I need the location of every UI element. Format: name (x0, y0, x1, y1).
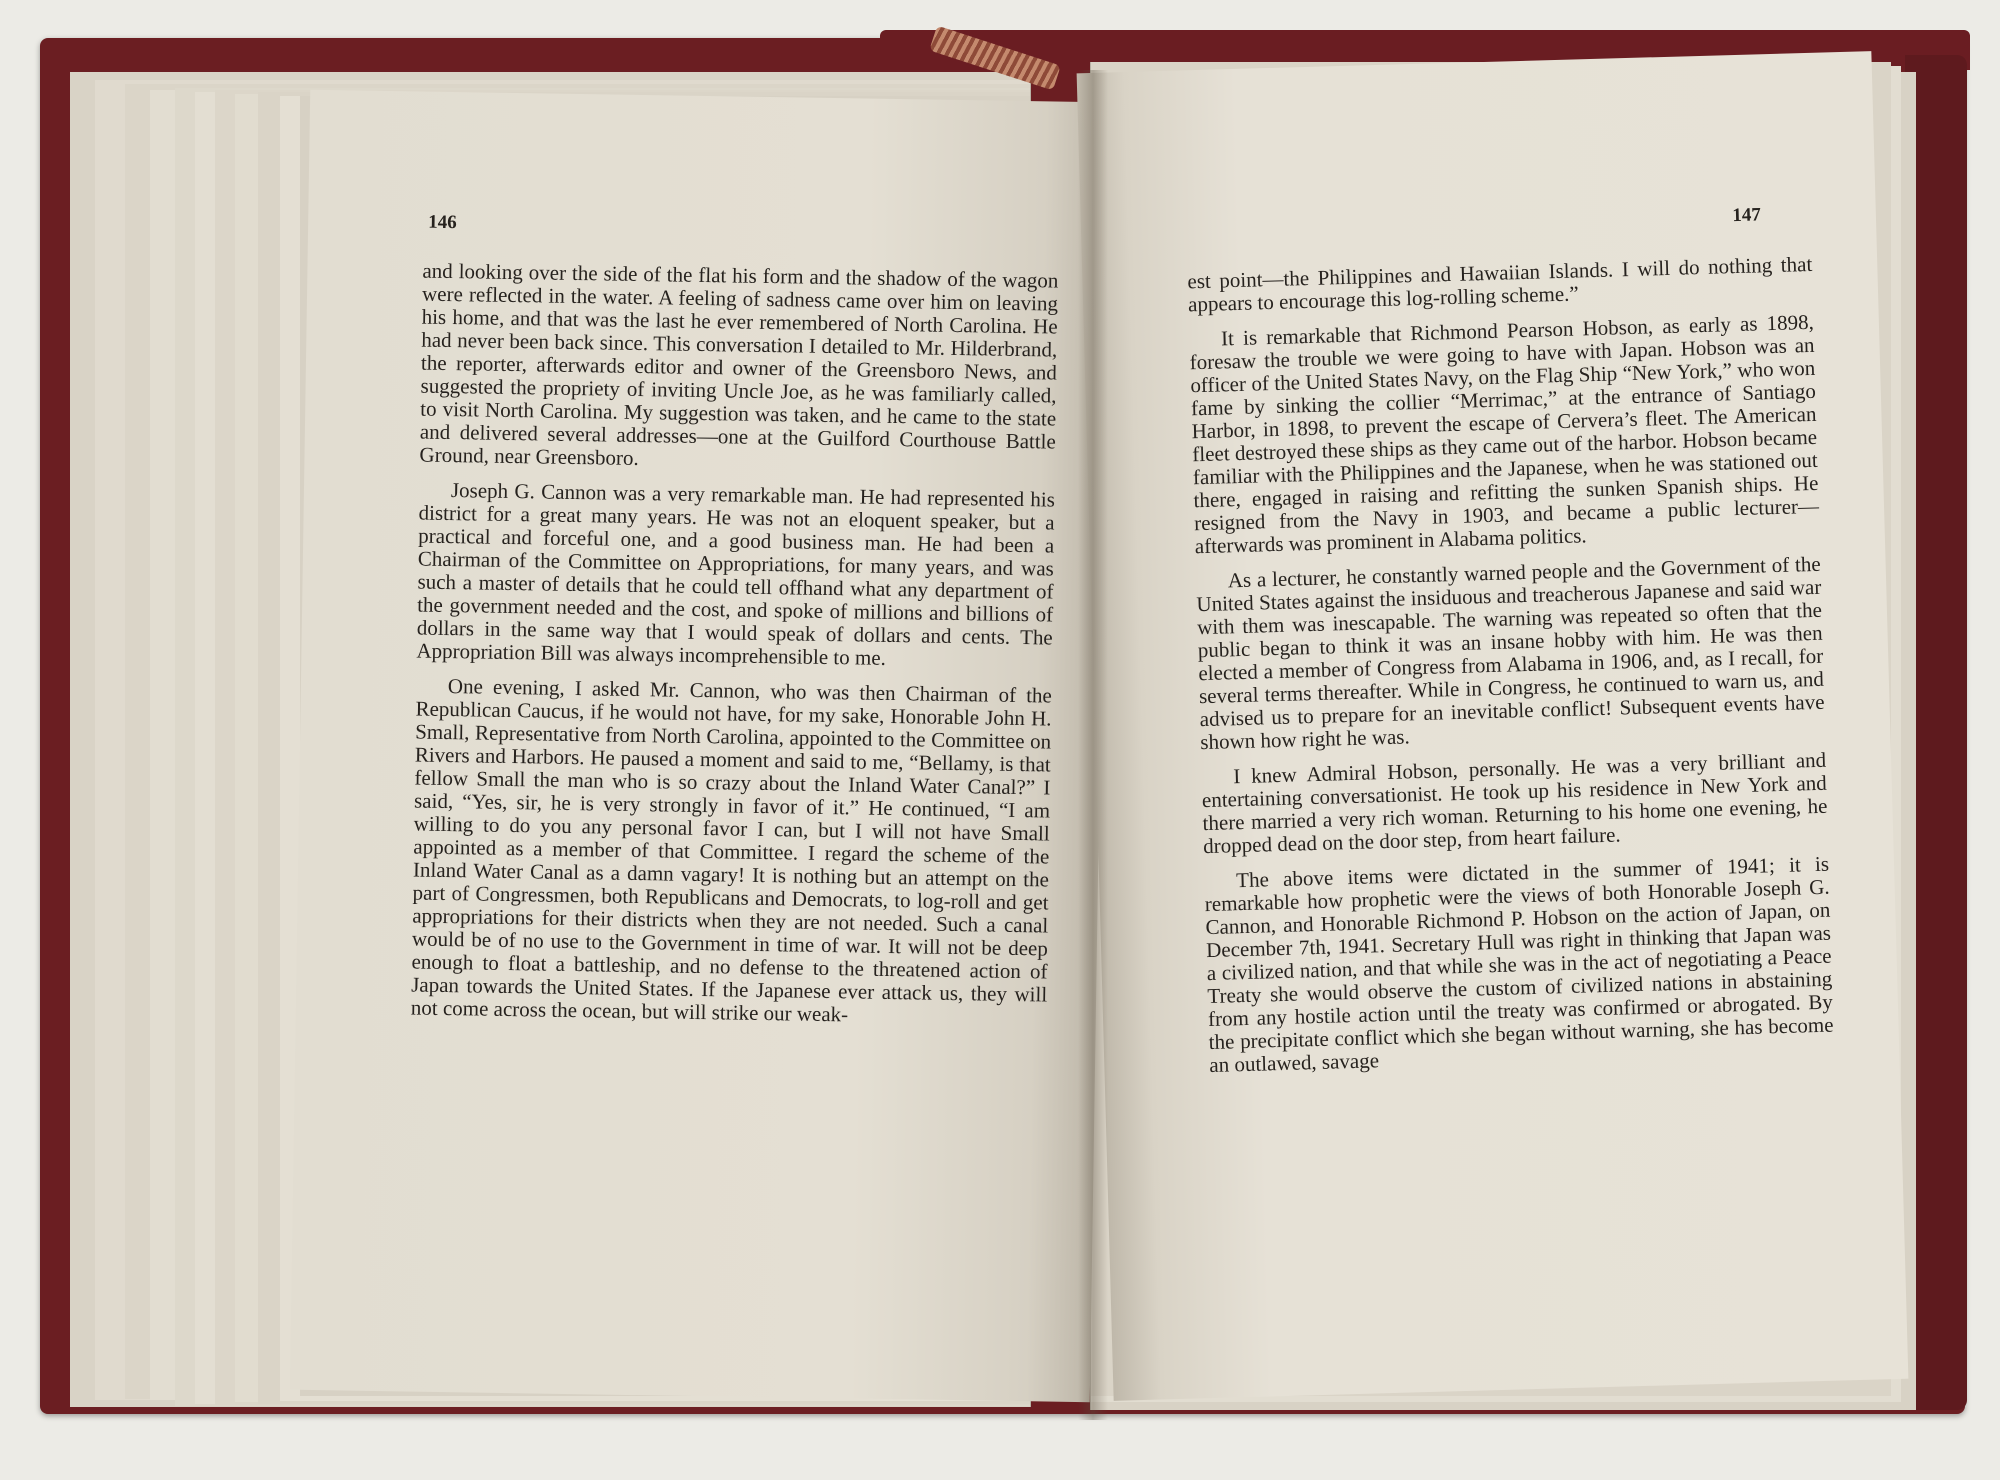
paragraph: One evening, I asked Mr. Cannon, who was then Chairman of the Republican Caucus, if he would not have, for my sake, Honorable John H. Small, Representative from North Carolina, appointed to the Committee on Rivers and Harbors. He paused a moment and said to me, “Bellamy, is that fellow Small the man who is so crazy about the Inland Water Canal?” I said, “Yes, sir, he is very strongly in favor of it.” He continued, “I am willing to do you any personal favor I can, but I will not have Small appointed as a member of that Committee. I regard the scheme of the Inland Water Canal as a damn vagary! It is nothing but an attempt on the part of Congressmen, both Republicans and Democrats, to log-roll and get appropriations for their districts when they are not needed. Such a canal would be of no use to the Government in time of war. It will not be deep enough to float a battleship, and no defense to the threatened action of Japan towards the United States. If the Japanese ever attack us, they will not come across the ocean, but will strike our weak- (410, 674, 1053, 1027)
right-page-text (1187, 253, 1835, 1089)
paragraph: and looking over the side of the flat his form and the shadow of the wagon were reflected in the water. A feeling of sadness came over him on leaving his home, and that was the last he ever remembered of North Carolina. He had never been back since. This conversation I detailed to Mr. Hilderbrand, the reporter, afterwards editor and owner of the Greensboro News, and suggested the propriety of inviting Uncle Joe, as he was familiarly called, to visit North Carolina. My suggestion was taken, and he came to the state and delivered several addresses—one at the Guilford Courthouse Battle Ground, near Greensboro. (419, 258, 1059, 471)
book-gutter (1078, 70, 1108, 1420)
paragraph: I knew Admiral Hobson, personally. He was a very brilliant and entertaining conversationist. He took up his residence in New York and there married a very rich woman. Returning to his home one evening, he dropped dead on the door step, from heart failure. (1201, 747, 1828, 859)
paragraph: The above items were dictated in the summer of 1941; it is remarkable how prophetic were the views of both Honorable Joseph G. Cannon, and Honorable Richmond P. Hobson on the action of Japan, on December 7th, 1941. Secretary Hull was right in thinking that Japan was a civilized nation, and that while she was in the act of negotiating a Peace Treaty she would observe the custom of civilized nations in abstaining from any hostile action until the treaty was confirmed or abrogated. By the precipitate conflict which she began without warning, she has become an outlawed, savage (1204, 851, 1834, 1078)
paragraph: As a lecturer, he constantly warned people and the Government of the United States against the insiduous and treacherous Japanese and said war with them was inescapable. The warning was repeated so often that the public began to think it was an insane hobby with him. He was then elected a member of Congress from Alabama in 1906, and, as I recall, for several terms thereafter. While in Congress, he continued to warn us, and advised us to prepare for an inevitable conflict! Subsequent events have shown how right he was. (1196, 551, 1825, 755)
right-page (1077, 51, 1909, 1401)
page-number-right: 147 (1732, 204, 1762, 227)
left-page (290, 90, 1110, 1402)
paragraph: Joseph G. Cannon was a very remarkable man. He had represented his district for a great many years. He was not an eloquent speaker, but a practical and forceful one, and a good business man. He had been a Chairman of the Committee on Appropriations, for many years, and was such a master of details that he could tell offhand what any department of the government needed and the cost, and spoke of millions and billions of dollars in the same way that I would speak of dollars and cents. The Appropriation Bill was always incomprehensible to me. (416, 478, 1056, 670)
page-number-left: 146 (428, 211, 457, 234)
paragraph: est point—the Philippines and Hawaiian Islands. I will do nothing that appears to encourage this log-rolling scheme.” (1187, 251, 1813, 317)
left-page-text (410, 260, 1058, 1042)
paragraph: It is remarkable that Richmond Pearson Hobson, as early as 1898, foresaw the trouble we were going to have with Japan. Hobson was an officer of the United States Navy, on the Flag Ship “New York,” who won fame by sinking the collier “Merrimac,” at the entrance of Santiago Harbor, in 1898, to prevent the escape of Cervera’s fleet. The American fleet destroyed these ships as they came out of the harbor. Hobson became familiar with the Philippines and the Japanese, when he was stationed out there, engaged in raising and refitting the sunken Spanish ships. He resigned from the Navy in 1903, and became a public lecturer—afterwards was prominent in Alabama politics. (1189, 309, 1820, 559)
